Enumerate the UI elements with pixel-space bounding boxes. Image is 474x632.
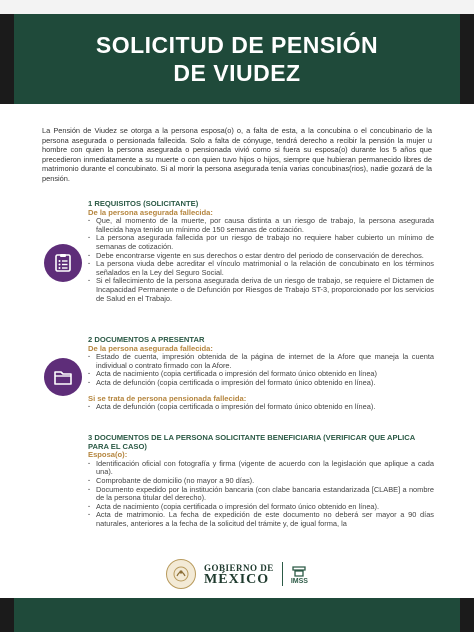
section1-title: 1 REQUISITOS (SOLICITANTE) xyxy=(88,199,199,208)
list-item: · Acta de nacimiento (copia certificada o impresión del formato único obtenido en línea). xyxy=(88,503,434,512)
list-item: · Acta de nacimiento (copia certificada o impresión del formato único obtenido en línea) xyxy=(88,370,434,379)
bottom-bar xyxy=(14,598,460,632)
section2-list2 xyxy=(88,403,434,412)
section2-subtitle: De la persona asegurada fallecida: xyxy=(88,343,213,353)
section-requisitos xyxy=(88,200,434,303)
imss-logo xyxy=(291,564,308,585)
page-title-line1: SOLICITUD DE PENSIÓN xyxy=(95,32,379,58)
corner-left-top xyxy=(0,14,14,104)
list-item: · Documento expedido por la institución bancaria (con clabe bancaria estandarizada [CLABE] a nombre de la persona titular del derecho). xyxy=(88,486,434,503)
list-item: · Que, al momento de la muerte, por causa distinta a un riesgo de trabajo, la persona asegurada fallecida haya tenido un mínimo de 150 semanas de cotización. xyxy=(88,217,434,234)
section2-title: 2 DOCUMENTOS A PRESENTAR xyxy=(88,335,205,344)
folder-icon xyxy=(44,358,82,396)
list-item: · Acta de defunción (copia certificada o impresión del formato único obtenido en línea). xyxy=(88,379,434,388)
checklist-icon xyxy=(44,244,82,282)
corner-right-top xyxy=(460,14,474,104)
section-beneficiaria xyxy=(88,434,434,529)
intro-paragraph: La Pensión de Viudez se otorga a la persona esposa(o) o, a falta de esta, a la concubina o el concubinario de la persona asegurada o pensionada fallecida. Solo a falta de cónyuge, tendrá derecho a recibir la pensión la mujer u hombre con quien la persona asegurada o pensionada vivió como si fuera su esposa(o) durante los 5 años que precedieron inmediatamente a su muerte o con quien tuvo hijos o hijos, siempre que hubieran permanecido libres de matrimonio durante el concubinato. Si al morir la persona asegurada tenía varias concubinas(rios), nadie gozará de la pensión. xyxy=(42,126,432,183)
gobierno-logo xyxy=(204,562,274,586)
section3-subtitle: Esposa(o): xyxy=(88,450,128,460)
gob-bottom-text: MÉXICO xyxy=(204,572,270,587)
imss-text: IMSS xyxy=(290,577,308,585)
coat-of-arms-icon xyxy=(166,559,196,589)
list-item: · Identificación oficial con fotografía y firma (vigente de acuerdo con la legislación que aplique a cada una). xyxy=(88,460,434,477)
list-item: · Si el fallecimiento de la persona asegurada deriva de un riesgo de trabajo, se requiere el Dictamen de Incapacidad Permanente o de Defunción por Riesgos de Trabajo ST-3, proporcionado por los servicios de Salud en el Trabajo. xyxy=(88,277,434,303)
list-item: · Estado de cuenta, impresión obtenida de la página de internet de la Afore que maneja la cuenta individual o contrato firmado con la Afore. xyxy=(88,353,434,370)
gob-top-text: GOBIERNO DE xyxy=(204,563,274,573)
section-documentos xyxy=(88,336,434,412)
page-title-line2: DE VIUDEZ xyxy=(173,60,301,86)
title-banner xyxy=(14,14,460,104)
list-item: · Comprobante de domicilio (no mayor a 90 días). xyxy=(88,477,434,486)
section1-list xyxy=(88,217,434,303)
list-item: · Acta de matrimonio. La fecha de expedición de este documento no deberá ser mayor a 90 días naturales, anteriores a la fecha de la solicitud del trámite y, de igual forma, la xyxy=(88,511,434,528)
section2-list xyxy=(88,353,434,387)
list-item: · Acta de defunción (copia certificada o impresión del formato único obtenido en línea). xyxy=(88,403,434,412)
section3-list xyxy=(88,460,434,529)
list-item: · La persona viuda debe acreditar el vínculo matrimonial o la relación de concubinato en los términos señalados en la Ley del Seguro Social. xyxy=(88,260,434,277)
corner-right-bottom xyxy=(460,598,474,632)
corner-left-bottom xyxy=(0,598,14,632)
section2-subtitle2: Si se trata de persona pensionada fallecida: xyxy=(88,393,247,403)
logo-divider xyxy=(282,562,283,586)
list-item: · La persona asegurada fallecida por un riesgo de trabajo no requiere haber cubierto un mínimo de semanas de cotización. xyxy=(88,234,434,251)
imss-eagle-icon xyxy=(291,564,307,578)
section1-subtitle: De la persona asegurada fallecida: xyxy=(88,207,213,217)
list-item: · Debe encontrarse vigente en sus derechos o estar dentro del periodo de conservación de derechos. xyxy=(88,252,434,261)
top-strip xyxy=(0,0,474,14)
footer-logos xyxy=(0,556,474,592)
section3-title: 3 DOCUMENTOS DE LA PERSONA SOLICITANTE BENEFICIARIA (VERIFICAR QUE APLICA PARA EL CASO) xyxy=(88,433,415,451)
